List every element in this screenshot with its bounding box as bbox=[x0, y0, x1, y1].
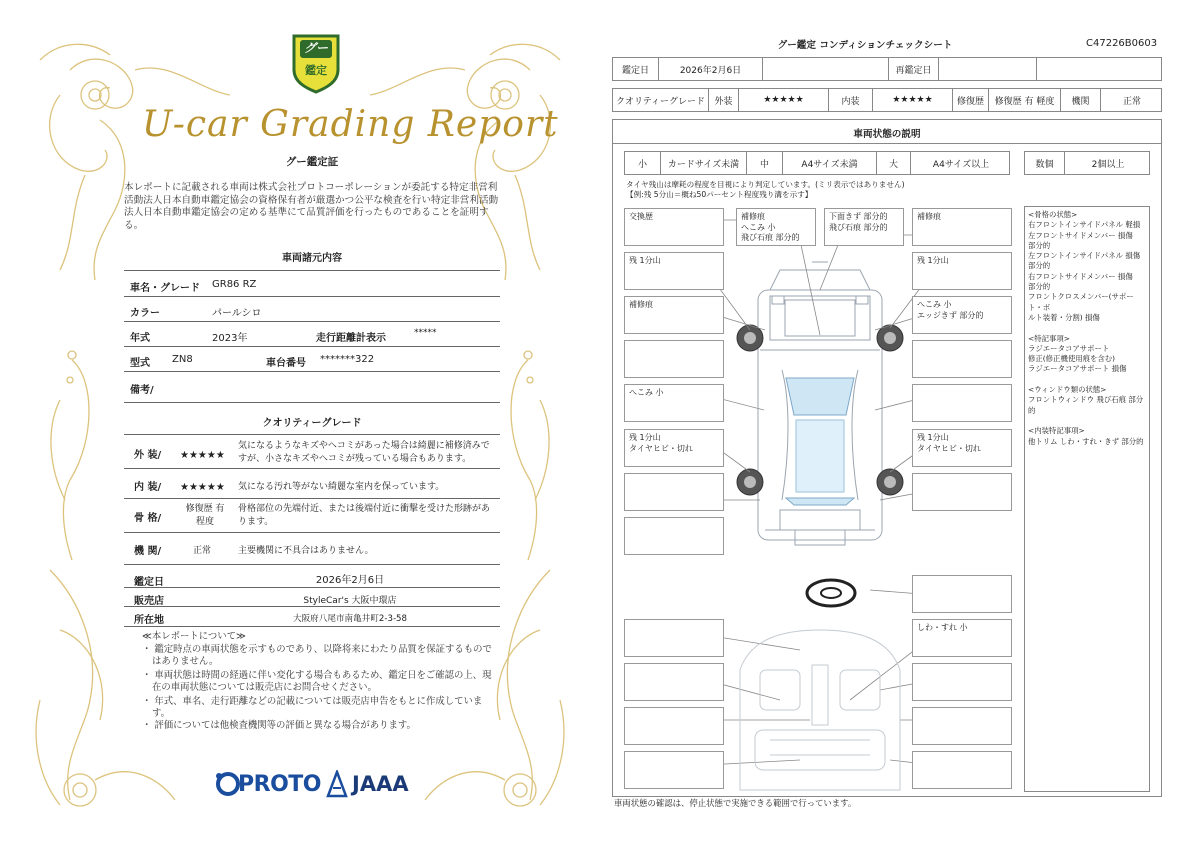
badge-bottom-text: 鑑定 bbox=[305, 64, 327, 77]
callout-left-11 bbox=[624, 663, 724, 701]
quality-frame-desc: 骨格部位の先端付近、または後端付近に衝撃を受けた形跡があります。 bbox=[238, 504, 491, 527]
certificate-body: 本レポートに記載される車両は株式会社プロトコーポレーションが委託する特定非営利活動法人日本自動車鑑定協会の資格保有者が厳選かつ公平な検査を行い特定非営利活動法人日本自動車鑑定協会の定める基準にて品質評価を行ったものであることを証明する。 bbox=[124, 182, 499, 231]
interior-value: ★★★★★ bbox=[873, 89, 953, 111]
jaaa-logo-text: JAAA bbox=[352, 772, 409, 796]
callout-left-7 bbox=[624, 473, 724, 511]
store-value: StyleCar's 大阪中環店 bbox=[303, 596, 397, 606]
interior-label: 内装 bbox=[829, 89, 873, 111]
callout-right-9 bbox=[912, 575, 1012, 613]
callout-right-4 bbox=[912, 340, 1012, 378]
callout-left-2: 残 1分山 bbox=[624, 252, 724, 290]
spec-chassis-value: *******322 bbox=[320, 354, 375, 365]
note-item: ・ 評価については他検査機関等の評価と異なる場合があります。 bbox=[142, 720, 416, 731]
jaaa-logo-icon bbox=[326, 770, 348, 798]
quality-title: クオリティーグレード bbox=[262, 418, 362, 429]
badge-top-text: グー bbox=[303, 41, 328, 55]
quality-interior-grade: ★★★★★ bbox=[180, 482, 225, 493]
store-label: 販売店 bbox=[134, 596, 164, 607]
quality-interior-desc: 気になる汚れ等がない綺麗な室内を保っています。 bbox=[238, 482, 445, 492]
callout-front-left-1: 交換歴 bbox=[624, 208, 724, 246]
callout-right-2: 残 1分山 bbox=[912, 252, 1012, 290]
size-small-desc: カードサイズ未満 bbox=[661, 152, 747, 174]
address-label: 所在地 bbox=[134, 615, 164, 626]
sheet-title: グー鑑定 コンディションチェックシート bbox=[777, 40, 953, 51]
spec-year-label: 年式 bbox=[130, 333, 150, 344]
size-mid-desc: A4サイズ未満 bbox=[783, 152, 877, 174]
spec-model-value: ZN8 bbox=[172, 354, 193, 365]
quality-frame-grade: 修復歴 有 程度 bbox=[185, 504, 225, 527]
callout-left-5: へこみ 小 bbox=[624, 384, 724, 422]
quality-exterior-grade: ★★★★★ bbox=[180, 450, 225, 461]
note-item: ・ 鑑定時点の車両状態を示すものであり、以降将来にわたり品質を保証するものではありません。 bbox=[142, 644, 492, 667]
repair-value: 修復歴 有 軽度 bbox=[989, 89, 1061, 111]
count-legend bbox=[1024, 151, 1150, 175]
note-item: ・ 車両状態は時間の経過に伴い変化する場合もあるため、鑑定日をご確認の上、現在の車両状態については販売店にお問合せください。 bbox=[142, 670, 492, 693]
quality-engine-label: 機 関/ bbox=[134, 546, 162, 557]
callout-left-4 bbox=[624, 340, 724, 378]
callout-left-3: 補修痕 bbox=[624, 296, 724, 334]
count-value: 2個以上 bbox=[1091, 159, 1125, 170]
spec-mileage-label: 走行距離計表示 bbox=[316, 333, 386, 344]
specs-title: 車両諸元内容 bbox=[282, 253, 342, 264]
quality-exterior-label: 外 装/ bbox=[134, 450, 162, 461]
spec-color-value: パールシロ bbox=[212, 308, 262, 319]
spec-chassis-label: 車台番号 bbox=[266, 358, 306, 369]
repair-label: 修復歴 bbox=[953, 89, 989, 111]
note-item: ・ 年式、車名、走行距離などの記載については販売店申告をもとに作成しています。 bbox=[142, 696, 483, 719]
tire-note-2: 【例:残 5分山＝概ね50パーセント程度残り溝を示す】 bbox=[626, 190, 813, 199]
condition-check-sheet bbox=[600, 0, 1200, 848]
quality-exterior-desc: 気になるようなキズやヘコミがあった場合は綺麗に補修済みですが、小さなキズやヘコミが残っている場合もあります。 bbox=[238, 441, 490, 464]
spec-name-value: GR86 RZ bbox=[212, 279, 257, 290]
size-mid: 中 bbox=[747, 152, 783, 174]
proto-logo-icon bbox=[214, 771, 240, 797]
date-row bbox=[612, 57, 1162, 81]
tire-note-1: タイヤ残山は摩耗の程度を目視により判定しています。(ミリ表示ではありません) bbox=[626, 180, 905, 189]
callout-front-right-1: 補修痕 bbox=[912, 208, 1012, 246]
remarks-list: <骨格の状態> 右フロントインサイドパネル 軽損 左フロントサイドメンバー 損傷 部分的 左フロントインサイドパネル 損傷 部分的 右フロントサイドメンバー 損傷 部分的 フロントクロスメンバー(サポート・ボ ルト装着・分割) 損傷 <特記事項> ラジエータコアサポート 修正(修正機使用痕を含む) ラジエータコアサポート 損傷 <ウィンドウ類の状態> フロントウィンドウ 飛び石痕 部分的 <内装特記事項> 他トリム しわ・すれ・きず 部分的 bbox=[1028, 210, 1144, 446]
callout-left-8 bbox=[624, 517, 724, 555]
callout-right-3: へこみ 小 エッジきず 部分的 bbox=[912, 296, 1012, 334]
quality-engine-desc: 主要機関に不具合はありません。 bbox=[238, 546, 374, 556]
callout-left-12 bbox=[624, 707, 724, 745]
engine-label: 機関 bbox=[1061, 89, 1101, 111]
spec-model-label: 型式 bbox=[130, 358, 150, 369]
reappraisal-value bbox=[939, 58, 1037, 80]
callout-right-13 bbox=[912, 751, 1012, 789]
callout-left-10 bbox=[624, 619, 724, 657]
callout-right-7 bbox=[912, 473, 1012, 511]
size-legend bbox=[624, 151, 1010, 175]
quality-interior-label: 内 装/ bbox=[134, 482, 162, 493]
spec-remarks-label: 備考/ bbox=[130, 385, 154, 396]
engine-value: 正常 bbox=[1122, 96, 1141, 107]
callout-front-center-1: 補修痕 へこみ 小 飛び石痕 部分的 bbox=[736, 208, 816, 246]
condition-title: 車両状態の説明 bbox=[853, 129, 921, 140]
quality-engine-grade: 正常 bbox=[193, 546, 212, 556]
quality-frame-label: 骨 格/ bbox=[134, 513, 162, 524]
report-title: U-car Grading Report bbox=[142, 104, 559, 145]
proto-logo-text: PROTO bbox=[238, 772, 321, 797]
spec-color-label: カラー bbox=[130, 308, 160, 319]
exterior-value: ★★★★★ bbox=[739, 89, 829, 111]
grade-row bbox=[612, 88, 1162, 112]
date-label: 鑑定日 bbox=[613, 58, 659, 80]
date-blank bbox=[763, 58, 889, 80]
callout-right-5 bbox=[912, 384, 1012, 422]
size-large: 大 bbox=[877, 152, 911, 174]
exterior-label: 外装 bbox=[709, 89, 739, 111]
appraisal-date-value: 2026年2月6日 bbox=[315, 575, 385, 586]
spec-name-label: 車名・グレード bbox=[130, 283, 200, 294]
date-value: 2026年2月6日 bbox=[659, 58, 763, 80]
spec-year-value: 2023年 bbox=[212, 333, 248, 344]
count-label: 数個 bbox=[1025, 152, 1065, 174]
address-value: 大阪府八尾市南亀井町2-3-58 bbox=[292, 614, 407, 624]
notes-title: ≪本レポートについて≫ bbox=[142, 631, 246, 642]
callout-right-6: 残 1分山 タイヤヒビ・切れ bbox=[912, 429, 1012, 467]
size-small: 小 bbox=[625, 152, 661, 174]
callout-right-10: しわ・すれ 小 bbox=[912, 619, 1012, 657]
size-large-desc: A4サイズ以上 bbox=[932, 159, 990, 170]
sheet-id: C47226B0603 bbox=[1086, 38, 1158, 49]
appraisal-date-label: 鑑定日 bbox=[134, 577, 164, 588]
callout-right-11 bbox=[912, 663, 1012, 701]
callout-front-center-2: 下面きず 部分的 飛び石痕 部分的 bbox=[824, 208, 904, 246]
callout-right-12 bbox=[912, 707, 1012, 745]
callout-left-6: 残 1分山 タイヤヒビ・切れ bbox=[624, 429, 724, 467]
remarks-panel bbox=[1024, 206, 1150, 792]
spec-mileage-value: ***** bbox=[414, 328, 437, 338]
footer-note: 車両状態の確認は、停止状態で実施できる範囲で行っています。 bbox=[614, 798, 857, 808]
reappraisal-label: 再鑑定日 bbox=[889, 58, 939, 80]
certificate-title: グー鑑定証 bbox=[285, 156, 339, 168]
callout-left-13 bbox=[624, 751, 724, 789]
grade-label: クオリティーグレード bbox=[613, 89, 709, 111]
